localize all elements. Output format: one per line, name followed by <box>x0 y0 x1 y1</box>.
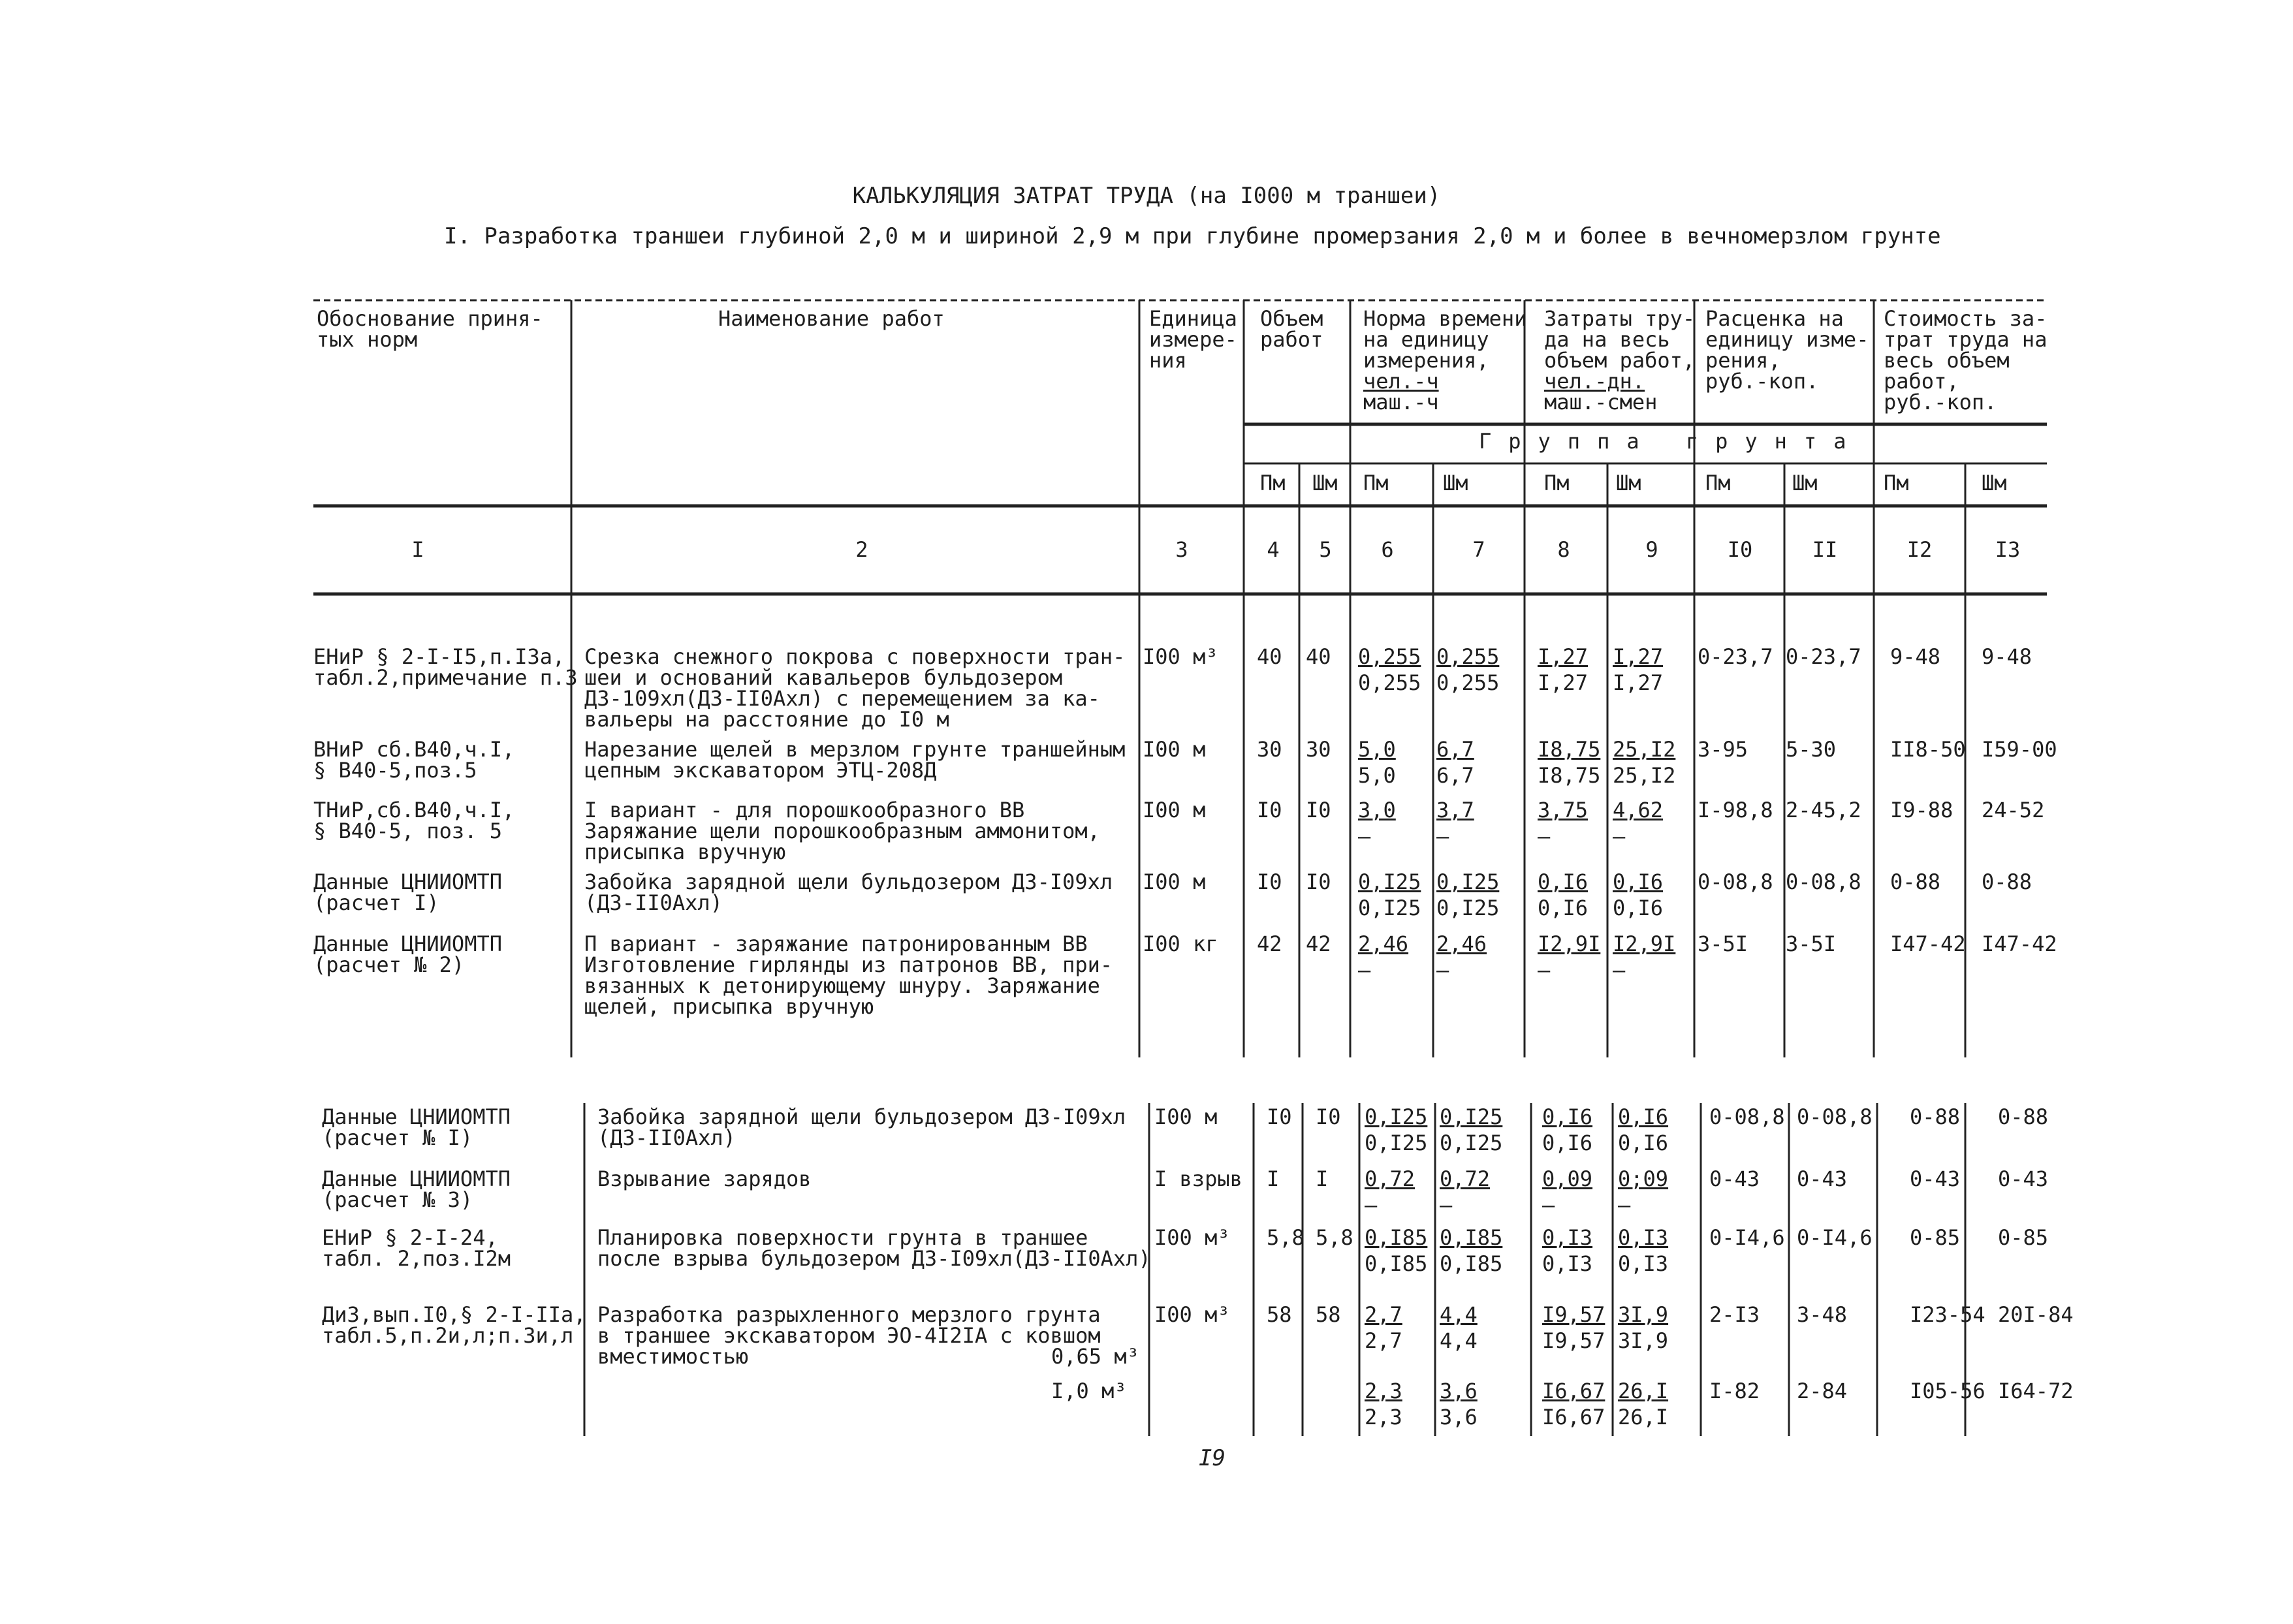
column-number: 4 <box>1267 537 1280 562</box>
row-norm-pm-man: 2,46 <box>1358 931 1409 956</box>
row-labor-pm-man: 0,I6 <box>1538 869 1589 894</box>
row-work-name: Забойка зарядной щели бульдозером ДЗ-I09хл (ДЗ-II0Ахл) <box>584 869 1113 915</box>
row-norm-shm-machine: 0,I25 <box>1440 1131 1503 1155</box>
row-labor-shm-man: 26,I <box>1618 1379 1669 1403</box>
document-title: КАЛЬКУЛЯЦИЯ ЗАТРАТ ТРУДА (на I000 м траншеи) <box>852 183 1441 209</box>
row-volume-shm: 40 <box>1306 644 1331 669</box>
row-norm-shm-machine: 0,I85 <box>1440 1251 1503 1276</box>
row-norm-shm-machine: – <box>1436 824 1449 849</box>
row-labor-shm-man: 25,I2 <box>1613 737 1676 762</box>
row-labor-pm-machine: 0,I6 <box>1542 1131 1593 1155</box>
row-norm-pm-machine: 5,0 <box>1358 763 1396 788</box>
row-volume-shm: 5,8 <box>1316 1225 1353 1250</box>
column-number: 2 <box>855 537 868 562</box>
row-labor-pm-man: 0,09 <box>1542 1166 1593 1191</box>
row-volume-pm: I0 <box>1257 869 1282 894</box>
header-labor-cost-man: чел.-дн. <box>1544 369 1645 394</box>
row-norm-pm-man: 0,255 <box>1358 644 1421 669</box>
row-norm-shm-man: 3,6 <box>1440 1379 1478 1403</box>
row-labor-pm-machine: – <box>1538 824 1551 849</box>
row-labor-pm-machine: I8,75 <box>1538 763 1601 788</box>
row-norm-shm-man: 4,4 <box>1440 1302 1478 1327</box>
row-labor-pm-man: 0,I3 <box>1542 1225 1593 1250</box>
row-norm-pm-machine: 2,7 <box>1365 1328 1402 1353</box>
page-number: I9 <box>1199 1445 1226 1471</box>
row-labor-shm-machine: – <box>1618 1193 1631 1217</box>
row-cost-pm: I9-88 <box>1890 798 1953 822</box>
row-work-name: Взрывание зарядов <box>597 1166 812 1191</box>
row-cost-pm: 0-88 <box>1890 869 1941 894</box>
subheader-pm: Пм <box>1544 471 1570 495</box>
row-labor-shm-man: 0,I6 <box>1618 1104 1669 1129</box>
row-norm-pm-machine: 2,3 <box>1365 1405 1402 1429</box>
row-basis: ВНиР сб.В40,ч.I, § В40-5,поз.5 <box>313 737 515 783</box>
row-norm-pm-machine: 0,255 <box>1358 670 1421 695</box>
row-norm-pm-machine: – <box>1365 1193 1378 1217</box>
document-subtitle: I. Разработка траншеи глубиной 2,0 м и шириной 2,9 м при глубине промерзания 2,0 м и более в вечномерзлом грунте <box>444 223 1941 249</box>
row-rate-pm: 0-08,8 <box>1698 869 1773 894</box>
column-number: 7 <box>1472 537 1485 562</box>
row-rate-shm: 5-30 <box>1786 737 1837 762</box>
row-norm-shm-man: 2,46 <box>1436 931 1487 956</box>
header-labor-cost: Затраты тру- да на весь объем работ, <box>1544 306 1696 373</box>
row-norm-pm-machine: – <box>1358 958 1371 982</box>
row-labor-shm-machine: 0,I6 <box>1613 896 1664 920</box>
row-volume-pm: 30 <box>1257 737 1282 762</box>
row-labor-shm-machine: – <box>1613 824 1626 849</box>
row-volume-pm: I0 <box>1257 798 1282 822</box>
row-norm-pm-man: 3,0 <box>1358 798 1396 822</box>
row-work-name: Срезка снежного покрова с поверхности тран- шеи и оснований кавальеров бульдозером ДЗ-109хл(ДЗ-II0Ахл) с перемещением за ка- вальеры на расстояние до I0 м <box>584 644 1126 732</box>
row-cost-shm: I47-42 <box>1982 931 2057 956</box>
header-time-norm-machine: маш.-ч <box>1363 390 1439 414</box>
row-rate-pm: 3-95 <box>1698 737 1748 762</box>
row-labor-pm-man: 0,I6 <box>1542 1104 1593 1129</box>
subheader-shm: Шм <box>1312 471 1338 495</box>
row-work-name: Разработка разрыхленного мерзлого грунта в траншее экскаватором ЭО-4I2IА с ковшом вместимостью <box>597 1302 1101 1369</box>
row-rate-pm: 0-43 <box>1709 1166 1760 1191</box>
subheader-pm: Пм <box>1884 471 1909 495</box>
row-labor-shm-man: 0,I3 <box>1618 1225 1669 1250</box>
header-rate: Расценка на единицу изме- рения, руб.-коп. <box>1705 306 1869 394</box>
subheader-shm: Шм <box>1792 471 1818 495</box>
column-number: I0 <box>1727 537 1753 562</box>
row-unit: I00 м³ <box>1154 1225 1230 1250</box>
row-labor-shm-man: I2,9I <box>1613 931 1676 956</box>
row-cost-pm: II8-50 <box>1890 737 1966 762</box>
row-cost-pm: 0-43 <box>1910 1166 1961 1191</box>
row-cost-pm: 0-85 <box>1910 1225 1961 1250</box>
row-labor-shm-machine: I,27 <box>1613 670 1664 695</box>
header-total-cost: Стоимость за- трат труда на весь объем работ, руб.-коп. <box>1884 306 2048 414</box>
row-volume-pm: 42 <box>1257 931 1282 956</box>
column-number: 6 <box>1381 537 1394 562</box>
row-norm-pm-machine: 0,I25 <box>1358 896 1421 920</box>
row-cost-shm: 20I-84 <box>1998 1302 2074 1327</box>
row-volume-shm: I0 <box>1316 1104 1341 1129</box>
column-number: 8 <box>1557 537 1570 562</box>
row-cost-shm: 0-88 <box>1998 1104 2049 1129</box>
row-unit: I00 м <box>1154 1104 1218 1129</box>
row-work-bucket-size: 0,65 м³ <box>1051 1344 1139 1369</box>
row-cost-pm: 0-88 <box>1910 1104 1961 1129</box>
row-basis: ЕНиР § 2-I-I5,п.I3а, табл.2,примечание п.3 <box>313 644 578 690</box>
row-basis: Данные ЦНИИОМТП (расчет № 2) <box>313 931 502 977</box>
row-labor-shm-man: 3I,9 <box>1618 1302 1669 1327</box>
row-norm-pm-man: 0,72 <box>1365 1166 1415 1191</box>
row-rate-shm: 3-5I <box>1786 931 1837 956</box>
row-labor-shm-machine: 0,I6 <box>1618 1131 1669 1155</box>
row-volume-pm: 5,8 <box>1267 1225 1305 1250</box>
row-rate-shm: 0-23,7 <box>1786 644 1861 669</box>
row-cost-shm: I59-00 <box>1982 737 2057 762</box>
row-volume-pm: I0 <box>1267 1104 1292 1129</box>
row-labor-pm-man: I,27 <box>1538 644 1589 669</box>
header-unit: Единица измере- ния <box>1149 306 1237 373</box>
row-volume-shm: 58 <box>1316 1302 1341 1327</box>
column-number: 3 <box>1175 537 1188 562</box>
row-cost-pm: 9-48 <box>1890 644 1941 669</box>
row-work-name: Нарезание щелей в мерзлом грунте траншейным цепным экскаватором ЭТЦ-208Д <box>584 737 1126 783</box>
row-norm-shm-man: 0,I25 <box>1440 1104 1503 1129</box>
row-rate-pm: 2-I3 <box>1709 1302 1760 1327</box>
row-labor-pm-man: I6,67 <box>1542 1379 1605 1403</box>
row-norm-shm-machine: – <box>1436 958 1449 982</box>
row-cost-pm: I47-42 <box>1890 931 1966 956</box>
row-unit: I00 м <box>1143 798 1206 822</box>
subheader-pm: Пм <box>1363 471 1389 495</box>
row-rate-shm: 2-84 <box>1797 1379 1848 1403</box>
row-norm-pm-man: 0,I25 <box>1365 1104 1428 1129</box>
row-basis: ТНиР,сб.В40,ч.I, § В40-5, поз. 5 <box>313 798 515 843</box>
row-cost-shm: 9-48 <box>1982 644 2032 669</box>
row-unit: I00 м <box>1143 869 1206 894</box>
row-unit: I взрыв <box>1154 1166 1242 1191</box>
row-norm-shm-man: 0,I25 <box>1436 869 1500 894</box>
row-unit: I00 м <box>1143 737 1206 762</box>
row-labor-pm-man: I8,75 <box>1538 737 1601 762</box>
row-volume-shm: 30 <box>1306 737 1331 762</box>
row-volume-shm: I <box>1316 1166 1329 1191</box>
row-rate-shm: 0-08,8 <box>1797 1104 1873 1129</box>
row-basis: ДиЗ,вып.I0,§ 2-I-IIа, табл.5,п.2и,л;п.3и,л <box>322 1302 586 1348</box>
subheader-pm: Пм <box>1260 471 1286 495</box>
row-norm-shm-machine: 4,4 <box>1440 1328 1478 1353</box>
column-number: II <box>1812 537 1838 562</box>
row-work-name: I вариант - для порошкообразного ВВ Заряжание щели порошкообразным аммонитом, присыпка вручную <box>584 798 1100 864</box>
row-work-name: Планировка поверхности грунта в траншее после взрыва бульдозером ДЗ-I09хл(ДЗ-II0Ахл) <box>597 1225 1151 1271</box>
row-basis: Данные ЦНИИОМТП (расчет № 3) <box>322 1166 511 1212</box>
row-norm-pm-machine: 0,I25 <box>1365 1131 1428 1155</box>
row-volume-shm: I0 <box>1306 869 1331 894</box>
row-volume-pm: 58 <box>1267 1302 1292 1327</box>
row-labor-shm-man: I,27 <box>1613 644 1664 669</box>
row-norm-shm-man: 0,72 <box>1440 1166 1491 1191</box>
row-basis: Данные ЦНИИОМТП (расчет № I) <box>322 1104 511 1150</box>
row-labor-pm-machine: – <box>1542 1193 1555 1217</box>
header-time-norm: Норма времени на единицу измерения, <box>1363 306 1527 373</box>
subheader-shm: Шм <box>1616 471 1641 495</box>
header-volume: Объем работ <box>1260 306 1323 352</box>
subheader-shm: Шм <box>1982 471 2007 495</box>
row-norm-shm-man: 6,7 <box>1436 737 1474 762</box>
row-rate-shm: 2-45,2 <box>1786 798 1861 822</box>
row-labor-pm-machine: I,27 <box>1538 670 1589 695</box>
row-work-name: I,0 м³ <box>1051 1379 1127 1403</box>
row-cost-shm: I64-72 <box>1998 1379 2074 1403</box>
row-norm-pm-man: 2,3 <box>1365 1379 1402 1403</box>
row-labor-pm-machine: I9,57 <box>1542 1328 1605 1353</box>
row-volume-shm: I0 <box>1306 798 1331 822</box>
row-cost-shm: 0-88 <box>1982 869 2032 894</box>
row-norm-pm-man: 0,I85 <box>1365 1225 1428 1250</box>
row-labor-pm-machine: 0,I6 <box>1538 896 1589 920</box>
row-unit: I00 м³ <box>1154 1302 1230 1327</box>
row-volume-shm: 42 <box>1306 931 1331 956</box>
row-norm-shm-man: 3,7 <box>1436 798 1474 822</box>
row-norm-pm-man: 0,I25 <box>1358 869 1421 894</box>
row-norm-shm-machine: 3,6 <box>1440 1405 1478 1429</box>
column-number: I3 <box>1995 537 2021 562</box>
row-labor-pm-man: 3,75 <box>1538 798 1589 822</box>
header-basis: Обоснование приня- тых норм <box>317 306 543 352</box>
row-unit: I00 м³ <box>1143 644 1218 669</box>
row-volume-pm: I <box>1267 1166 1280 1191</box>
row-labor-shm-man: 4,62 <box>1613 798 1664 822</box>
row-basis: Данные ЦНИИОМТП (расчет I) <box>313 869 502 915</box>
row-cost-shm: 0-85 <box>1998 1225 2049 1250</box>
row-labor-pm-man: I2,9I <box>1538 931 1601 956</box>
subheader-shm: Шм <box>1443 471 1468 495</box>
row-rate-shm: 3-48 <box>1797 1302 1848 1327</box>
header-time-norm-man: чел.-ч <box>1363 369 1439 394</box>
row-cost-pm: I23-54 <box>1910 1302 1985 1327</box>
column-number: 5 <box>1319 537 1332 562</box>
row-norm-pm-machine: 0,I85 <box>1365 1251 1428 1276</box>
row-norm-shm-machine: 0,255 <box>1436 670 1500 695</box>
row-norm-pm-machine: – <box>1358 824 1371 849</box>
row-rate-pm: 0-I4,6 <box>1709 1225 1785 1250</box>
row-labor-pm-machine: – <box>1538 958 1551 982</box>
row-cost-shm: 0-43 <box>1998 1166 2049 1191</box>
row-work-name: П вариант - заряжание патронированным ВВ Изготовление гирлянды из патронов ВВ, при- вязанных к детонирующему шнуру. Заряжание щелей, присыпка вручную <box>584 931 1113 1019</box>
subheader-pm: Пм <box>1705 471 1731 495</box>
row-norm-pm-man: 2,7 <box>1365 1302 1402 1327</box>
header-labor-cost-machine: маш.-смен <box>1544 390 1658 414</box>
row-labor-pm-man: I9,57 <box>1542 1302 1605 1327</box>
row-norm-pm-man: 5,0 <box>1358 737 1396 762</box>
row-labor-shm-man: 0;09 <box>1618 1166 1669 1191</box>
row-labor-shm-machine: 0,I3 <box>1618 1251 1669 1276</box>
row-cost-shm: 24-52 <box>1982 798 2045 822</box>
row-norm-shm-man: 0,255 <box>1436 644 1500 669</box>
column-number: 9 <box>1645 537 1658 562</box>
row-norm-shm-machine: – <box>1440 1193 1453 1217</box>
row-rate-pm: 0-23,7 <box>1698 644 1773 669</box>
header-work-name: Наименование работ <box>718 306 945 331</box>
row-labor-shm-machine: 25,I2 <box>1613 763 1676 788</box>
row-rate-shm: 0-08,8 <box>1786 869 1861 894</box>
row-norm-shm-man: 0,I85 <box>1440 1225 1503 1250</box>
row-cost-pm: I05-56 <box>1910 1379 1985 1403</box>
row-rate-shm: 0-I4,6 <box>1797 1225 1873 1250</box>
row-labor-shm-man: 0,I6 <box>1613 869 1664 894</box>
row-volume-pm: 40 <box>1257 644 1282 669</box>
row-rate-pm: I-98,8 <box>1698 798 1773 822</box>
column-number: I <box>411 537 424 562</box>
row-rate-shm: 0-43 <box>1797 1166 1848 1191</box>
row-norm-shm-machine: 0,I25 <box>1436 896 1500 920</box>
row-labor-shm-machine: – <box>1613 958 1626 982</box>
row-labor-shm-machine: 3I,9 <box>1618 1328 1669 1353</box>
column-number: I2 <box>1906 537 1933 562</box>
row-unit: I00 кг <box>1143 931 1218 956</box>
row-work-name: Забойка зарядной щели бульдозером ДЗ-I09хл (ДЗ-II0Ахл) <box>597 1104 1126 1150</box>
row-rate-pm: 3-5I <box>1698 931 1748 956</box>
row-rate-pm: 0-08,8 <box>1709 1104 1785 1129</box>
row-labor-shm-machine: 26,I <box>1618 1405 1669 1429</box>
row-rate-pm: I-82 <box>1709 1379 1760 1403</box>
row-labor-pm-machine: 0,I3 <box>1542 1251 1593 1276</box>
header-soil-group: Группа грунта <box>1479 429 1863 454</box>
row-labor-pm-machine: I6,67 <box>1542 1405 1605 1429</box>
row-norm-shm-machine: 6,7 <box>1436 763 1474 788</box>
row-basis: ЕНиР § 2-I-24, табл. 2,поз.I2м <box>322 1225 511 1271</box>
